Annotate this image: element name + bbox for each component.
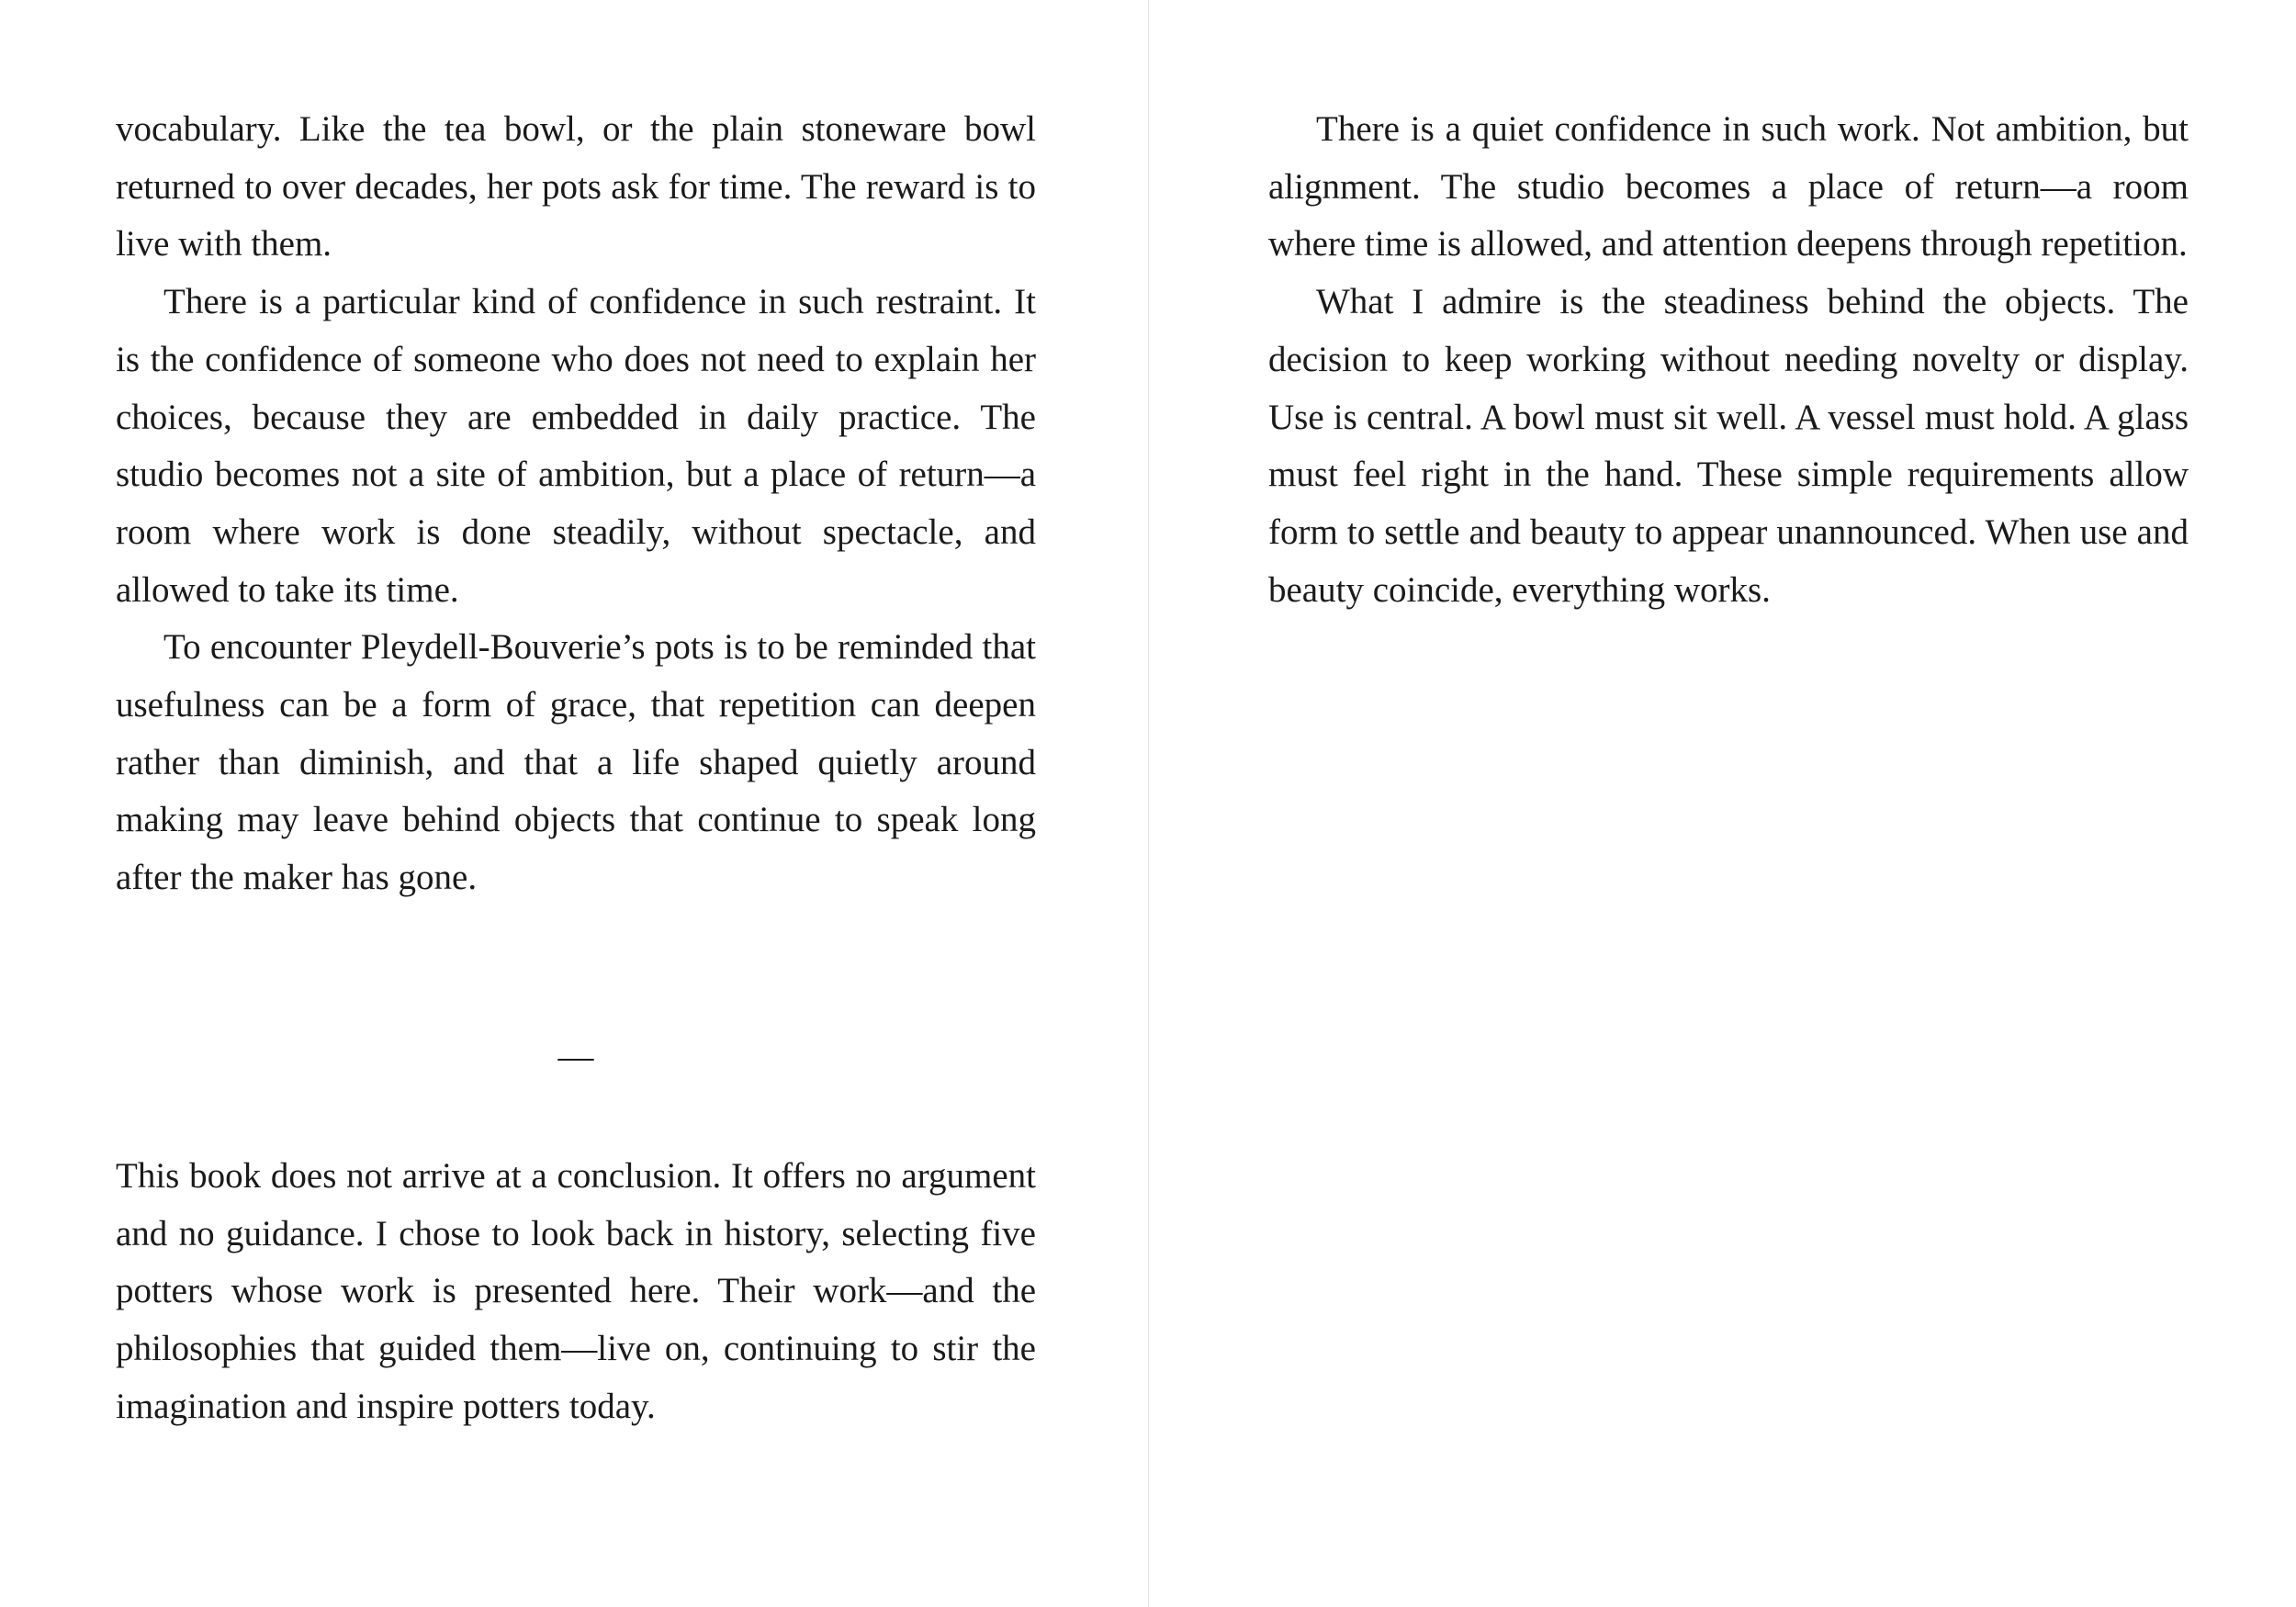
right-paragraph-2: What I admire is the steadiness behind the objects. The decision to keep working without needing novelty or display. Use is central. A bowl must sit well. A vessel must hold. A glass must feel right in the hand. These simple requirements allow form to settle and beauty to appear unannounced. When use and beauty coincide, everything works. [1268, 282, 2189, 610]
left-paragraph-3: To encounter Pleydell-Bouverie’s pots is to be reminded that usefulness can be a form of grace, that repetition can deepen rather than diminish, and that a life shaped quietly around making may leave behind objects that continue to speak long after the maker has gone. [116, 627, 1036, 898]
left-page-top-text [116, 101, 1036, 907]
left-paragraph-1: vocabulary. Like the tea bowl, or the plain stoneware bowl returned to over decades, her pots ask for time. The reward is to live with them. [116, 109, 1036, 264]
left-paragraph-4: This book does not arrive at a conclusion. It offers no argument and no guidance. I chose to look back in history, selecting five potters whose work is presented here. Their work—and the philosophies that guided them—live on, continuing to stir the imagination and inspire potters today. [116, 1156, 1036, 1426]
left-paragraph-2: There is a particular kind of confidence in such restraint. It is the confidence of someone who does not need to explain her choices, because they are embedded in daily practice. The studio becomes not a site of ambition, but a place of return—a room where work is done steadily, without spectacle, and allowed to take its time. [116, 282, 1036, 610]
left-page-bottom-text [116, 1148, 1036, 1436]
section-break-dash: — [557, 1037, 594, 1076]
right-page-text [1268, 101, 2189, 619]
right-page [1149, 0, 2296, 1607]
right-paragraph-1: There is a quiet confidence in such work. Not ambition, but alignment. The studio becomes a place of return—a room where time is allowed, and attention deepens through repetition. [1268, 109, 2189, 264]
